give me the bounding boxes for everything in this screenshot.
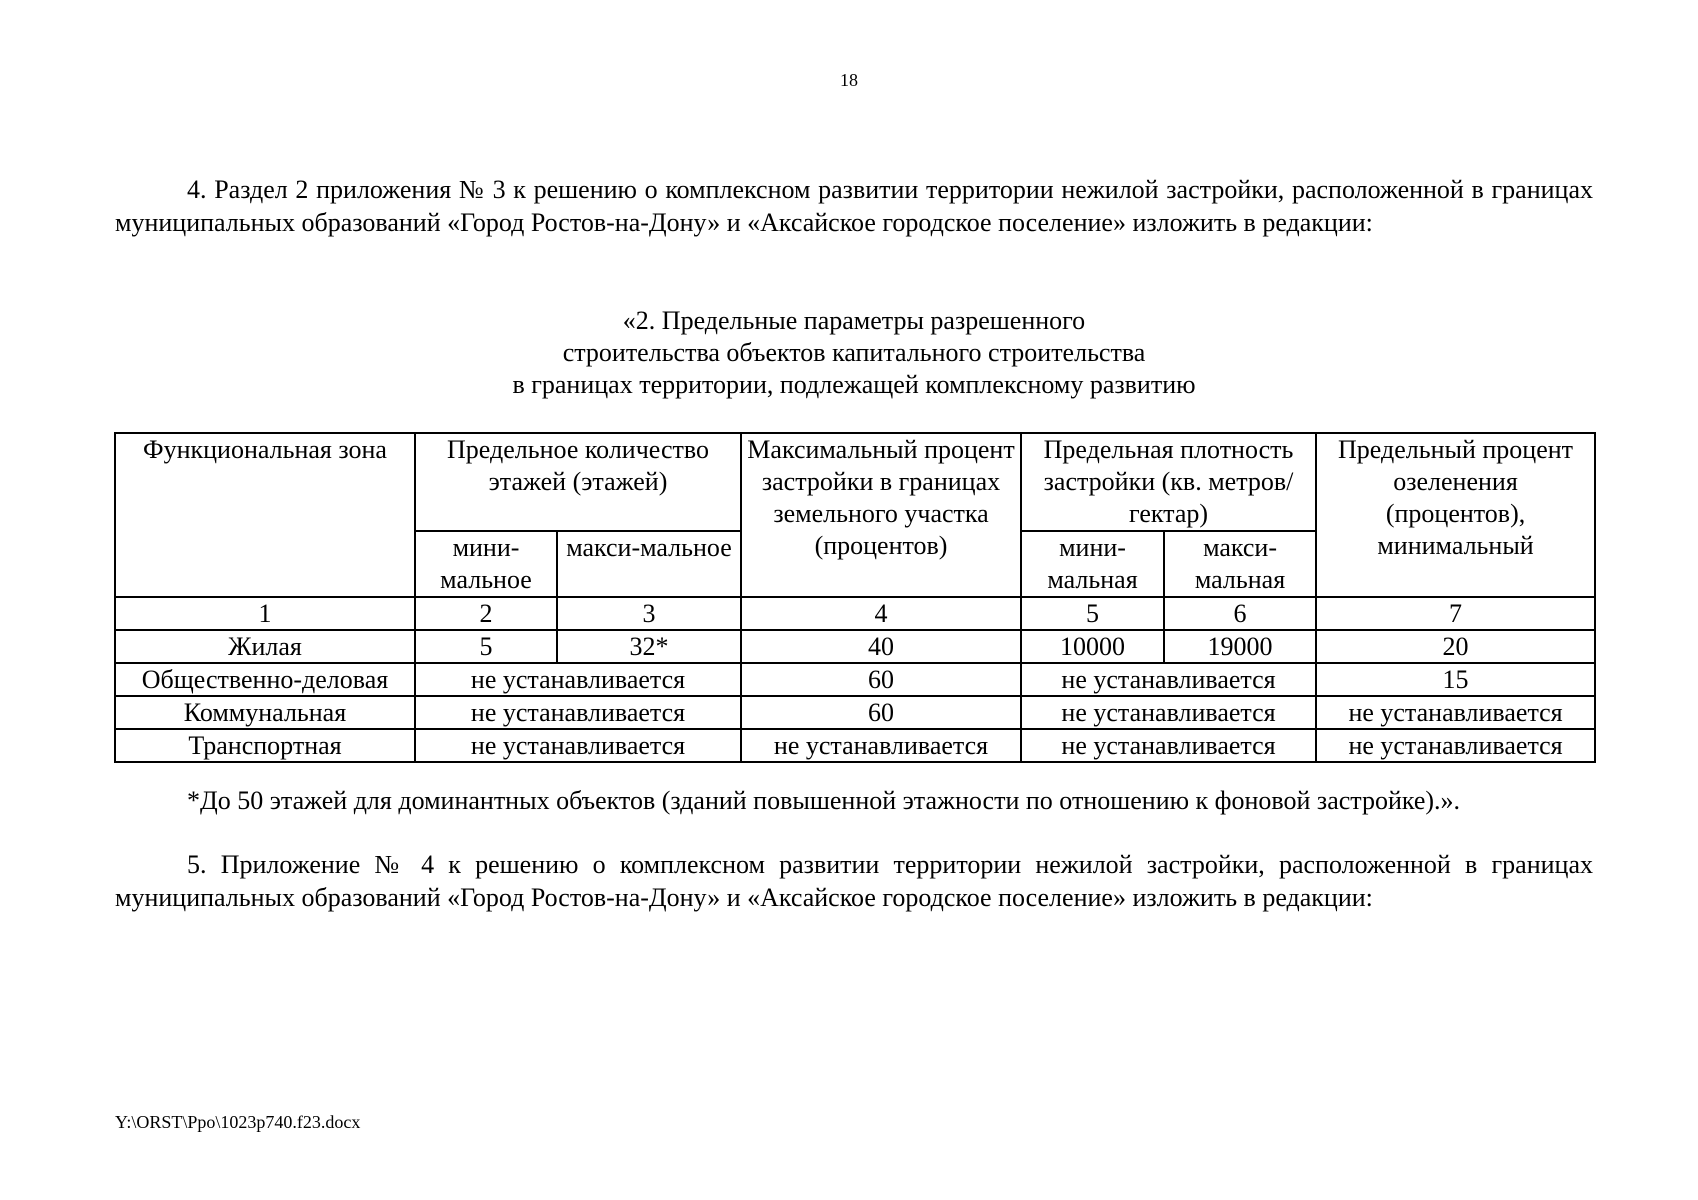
density-min-cell: 10000 bbox=[1021, 630, 1164, 663]
column-number: 3 bbox=[557, 597, 741, 630]
floors-min-cell: 5 bbox=[415, 630, 557, 663]
floors-max-cell: 32* bbox=[557, 630, 741, 663]
page-number: 18 bbox=[840, 70, 858, 90]
paragraph-4 bbox=[115, 173, 1593, 239]
heading-line-3: в границах территории, подлежащей комплексному развитию bbox=[512, 370, 1196, 399]
table-row-residential bbox=[115, 630, 1595, 663]
column-number: 7 bbox=[1316, 597, 1595, 630]
parameters-table bbox=[114, 432, 1596, 763]
zone-cell: Коммунальная bbox=[115, 696, 415, 729]
table-row-communal bbox=[115, 696, 1595, 729]
floors-cell: не устанавливается bbox=[415, 729, 741, 762]
max-percent-cell: 60 bbox=[741, 696, 1021, 729]
green-cell: 15 bbox=[1316, 663, 1595, 696]
density-max-cell: 19000 bbox=[1164, 630, 1316, 663]
header-floors-min: мини-мальное bbox=[415, 531, 557, 597]
column-number: 1 bbox=[115, 597, 415, 630]
density-cell: не устанавливается bbox=[1021, 729, 1316, 762]
section-heading bbox=[115, 305, 1593, 401]
table-row-transport bbox=[115, 729, 1595, 762]
zone-cell: Жилая bbox=[115, 630, 415, 663]
green-cell: 20 bbox=[1316, 630, 1595, 663]
header-max-percent: Максимальный процент застройки в границах земельного участка (процентов) bbox=[741, 433, 1021, 597]
zone-cell: Общественно-деловая bbox=[115, 663, 415, 696]
density-cell: не устанавливается bbox=[1021, 696, 1316, 729]
floors-cell: не устанавливается bbox=[415, 696, 741, 729]
header-floors: Предельное количество этажей (этажей) bbox=[415, 433, 741, 531]
paragraph-5-text: 5. Приложение № 4 к решению о комплексном развитии территории нежилой застройки, расположенной в границах муниципальных образований «Город Ростов-на-Дону» и «Аксайское городское поселение» изложить в редакции: bbox=[115, 850, 1593, 912]
floors-cell: не устанавливается bbox=[415, 663, 741, 696]
max-percent-cell: 60 bbox=[741, 663, 1021, 696]
header-density-min: мини-мальная bbox=[1021, 531, 1164, 597]
green-cell: не устанавливается bbox=[1316, 729, 1595, 762]
column-numbers-row bbox=[115, 597, 1595, 630]
heading-line-2: строительства объектов капитального строительства bbox=[562, 338, 1146, 367]
density-cell: не устанавливается bbox=[1021, 663, 1316, 696]
header-row bbox=[115, 433, 1595, 531]
file-path: Y:\ORST\Ppo\1023p740.f23.docx bbox=[115, 1112, 361, 1132]
heading-line-1: «2. Предельные параметры разрешенного bbox=[622, 306, 1086, 335]
table-footnote: *До 50 этажей для доминантных объектов (зданий повышенной этажности по отношению к фоновой застройке).». bbox=[187, 786, 1461, 815]
column-number: 2 bbox=[415, 597, 557, 630]
header-density: Предельная плотность застройки (кв. метров/гектар) bbox=[1021, 433, 1316, 531]
column-number: 6 bbox=[1164, 597, 1316, 630]
column-number: 4 bbox=[741, 597, 1021, 630]
zone-cell: Транспортная bbox=[115, 729, 415, 762]
max-percent-cell: 40 bbox=[741, 630, 1021, 663]
green-cell: не устанавливается bbox=[1316, 696, 1595, 729]
paragraph-5 bbox=[115, 848, 1593, 914]
paragraph-4-text: 4. Раздел 2 приложения № 3 к решению о комплексном развитии территории нежилой застройки, расположенной в границах муниципальных образований «Город Ростов-на-Дону» и «Аксайское городское поселение» изложить в редакции: bbox=[115, 175, 1593, 237]
header-green: Предельный процент озеленения (процентов), минимальный bbox=[1316, 433, 1595, 597]
max-percent-cell: не устанавливается bbox=[741, 729, 1021, 762]
column-number: 5 bbox=[1021, 597, 1164, 630]
header-density-max: макси-мальная bbox=[1164, 531, 1316, 597]
header-zone: Функциональная зона bbox=[115, 433, 415, 597]
table-row-public-business bbox=[115, 663, 1595, 696]
header-floors-max: макси-мальное bbox=[557, 531, 741, 597]
